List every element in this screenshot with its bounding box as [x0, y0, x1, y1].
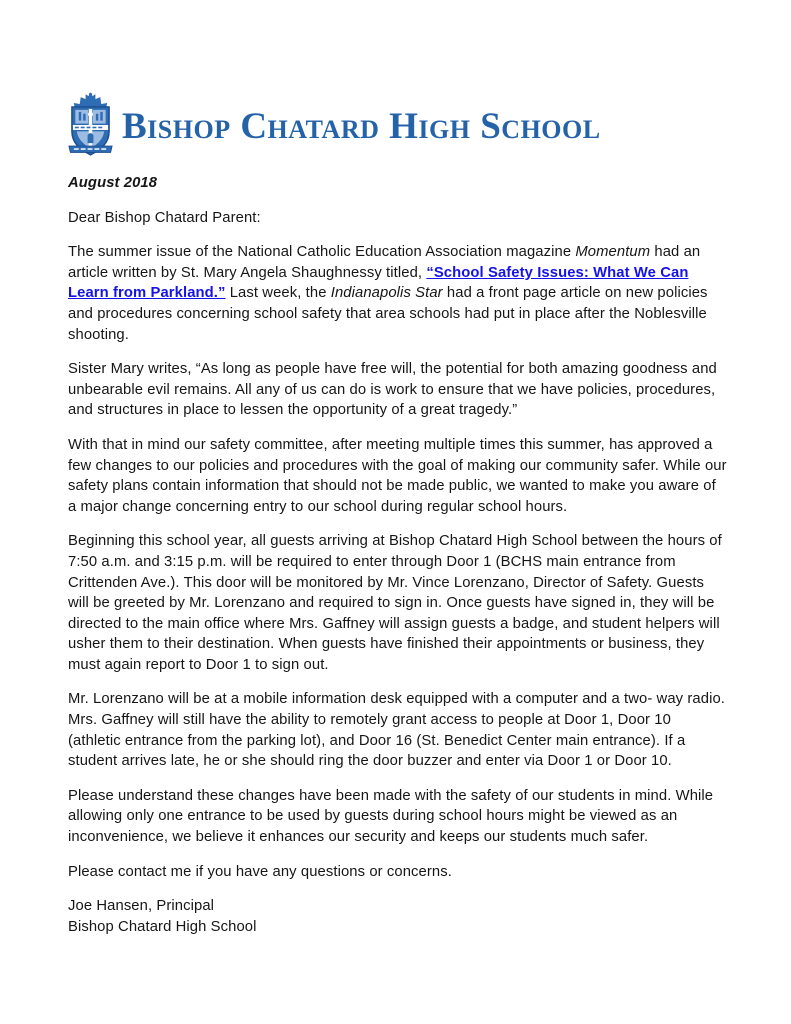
paragraph-safety-committee: With that in mind our safety committee, after meeting multiple times this summer, has approved a few changes to our policies and procedures with the goal of making our community safer. While our safety plans contain information that should not be made public, we wanted to make you aware of a major change concerning entry to our school during regular school hours. [68, 436, 727, 515]
letter-date: August 2018 [68, 175, 158, 191]
signature-name: Joe Hansen, Principal [68, 898, 215, 915]
indianapolis-star-title: Indianapolis Star [330, 285, 443, 302]
paragraph-understanding: Please understand these changes have been made with the safety of our students in mind. While allowing only one entrance to be used by guests during school hours might be viewed as an inconvenience, we believe it enhances our security and keeps our students much safer. [68, 787, 714, 846]
p1-text-3: Last week, the [225, 285, 331, 302]
letter-body [68, 173, 727, 937]
school-safety-article-link[interactable]: “School Safety Issues: What We Can Learn from Parkland.” [68, 264, 689, 302]
momentum-magazine-title: Momentum [575, 244, 651, 261]
school-crest-icon [68, 92, 113, 161]
paragraph-summer-issue [68, 242, 727, 345]
p1-text-2: had an article written by St. Mary Angela Shaughnessy titled, [68, 244, 701, 281]
p1-text-1: The summer issue of the National Catholic Education Association magazine [68, 244, 576, 261]
letterhead [68, 92, 725, 161]
p1-text-4: had a front page article on new policies and procedures concerning school safety that area schools had put in place after the Noblesville shooting. [68, 285, 708, 343]
paragraph-sister-mary-quote: Sister Mary writes, “As long as people have free will, the potential for both amazing goodness and unbearable evil remains. All any of us can do is work to ensure that we have policies, procedures, and structures in place to lessen the opportunity of a great tragedy.” [68, 361, 717, 419]
salutation: Dear Bishop Chatard Parent: [68, 209, 261, 226]
paragraph-door-1-procedure: Beginning this school year, all guests arriving at Bishop Chatard High School between the hours of 7:50 a.m. and 3:15 p.m. will be required to enter through Door 1 (BCHS main entrance from Crittenden Ave.). This door will be monitored by Mr. Vince Lorenzano, Director of Safety. Guests will be greeted by Mr. Lorenzano and required to sign in. Once guests have signed in, they will be directed to the main office where Mrs. Gaffney will assign guests a badge, and student helpers will usher them to their destination. When guests have finished their appointments or business, they must again report to Door 1 to sign out. [68, 533, 722, 673]
school-name-heading: Bishop Chatard High School [122, 106, 601, 147]
paragraph-mobile-desk: Mr. Lorenzano will be at a mobile information desk equipped with a computer and a two- way radio. Mrs. Gaffney will still have the ability to remotely grant access to people at Door 1, Door 10 (athletic entrance from the parking lot), and Door 16 (St. Benedict Center main entrance). If a student arrives late, he or she should ring the door buzzer and enter via Door 1 or Door 10. [68, 691, 725, 770]
signature-block [68, 896, 727, 937]
paragraph-contact: Please contact me if you have any questions or concerns. [68, 863, 452, 880]
signature-organization: Bishop Chatard High School [68, 918, 257, 935]
